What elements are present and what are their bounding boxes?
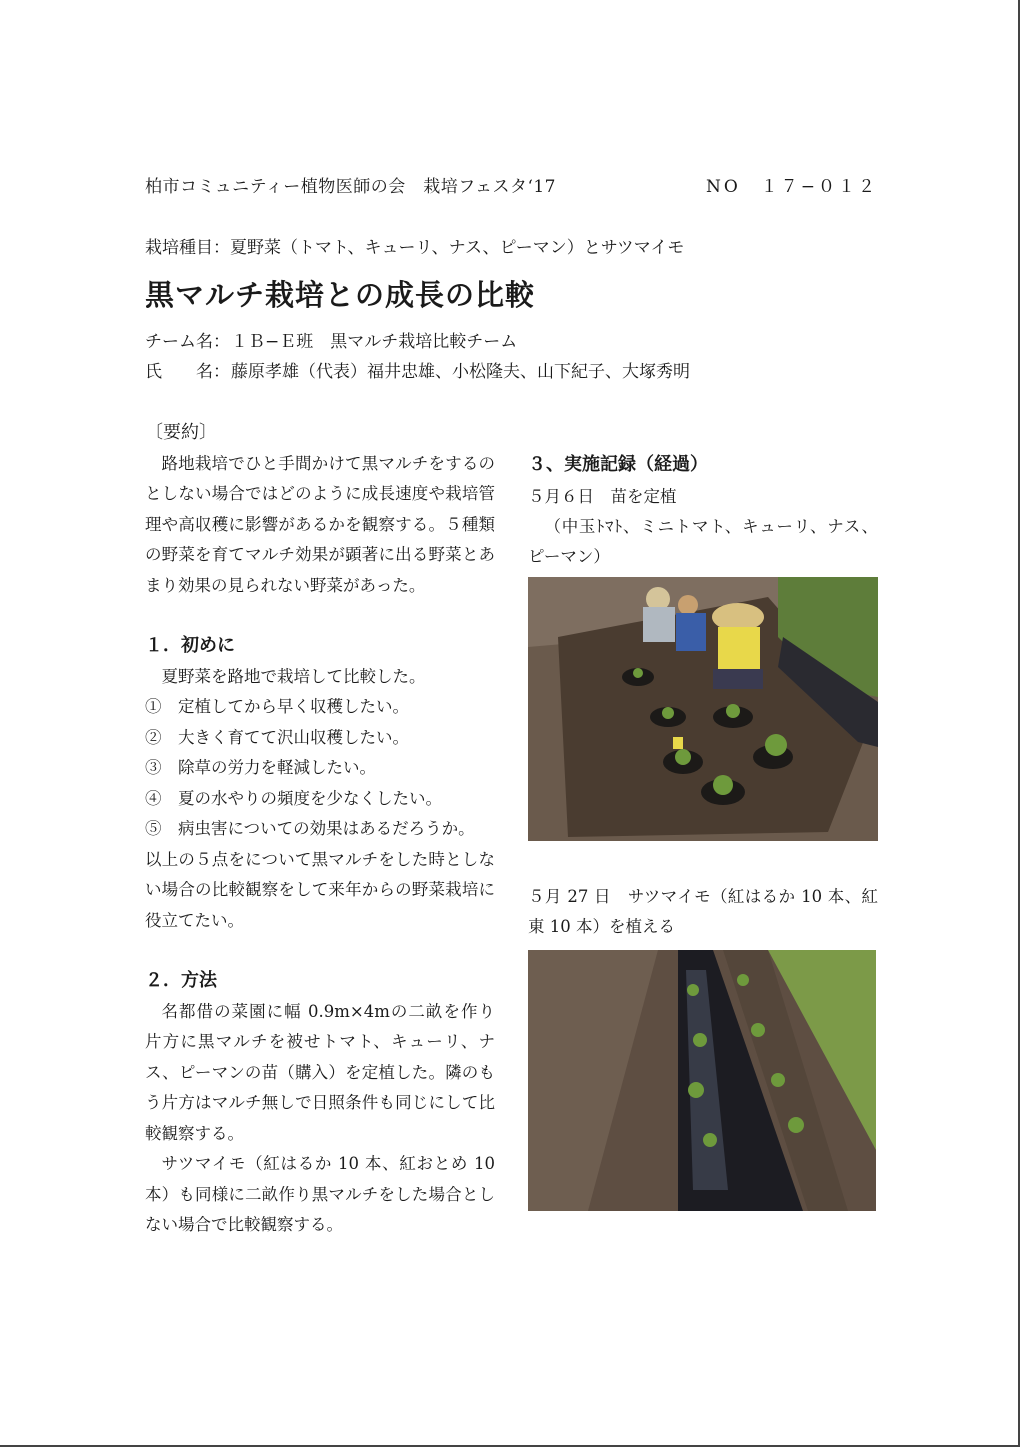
section3-heading: ３、実施記録（経過）	[528, 454, 708, 475]
photo-sweet-potato-planting-image	[528, 950, 876, 1211]
photo-planting-seedlings-image	[528, 577, 878, 841]
entry1-date: ５月６日 苗を定植	[528, 487, 677, 506]
section3-heading-wrap	[528, 450, 878, 480]
section2-para1: 名都借の菜園に幅 0.9m×4mの二畝を作り片方に黒マルチを被せトマト、キューリ、ナス、ピーマンの苗（購入）を定植した。隣のもう片方はマルチ無しで日照条件も同じにして比較観察する。	[145, 1001, 495, 1143]
list-item: ③ 除草の労力を軽減したい。	[145, 758, 376, 777]
team-value: １Ｂ−Ｅ班 黒マルチ栽培比較チーム	[231, 332, 518, 352]
list-item: ⑤ 病虫害についての効果はあるだろうか。	[145, 819, 475, 838]
entry2-text: ５月 27 日 サツマイモ（紅はるか 10 本、紅東 10 本）を植える	[528, 887, 878, 936]
list-item: ④ 夏の水やりの頻度を少なくしたい。	[145, 788, 442, 808]
photo-planting-seedlings	[528, 577, 878, 841]
list-item: ① 定植してから早く収穫したい。	[145, 697, 409, 716]
page-title: 黒マルチ栽培との成長の比較	[145, 278, 536, 312]
team-line	[145, 327, 517, 352]
list-item: ② 大きく育てて沢山収穫したい。	[145, 727, 409, 747]
names-line	[145, 357, 690, 382]
left-column	[145, 418, 495, 1241]
header-org: 柏市コミュニティー植物医師の会 栽培フェスタ‘17	[145, 177, 556, 197]
section2-para2: サツマイモ（紅はるか 10 本、紅おとめ 10 本）も同様に二畝作り黒マルチをした場合としない場合で比較観察する。	[145, 1154, 495, 1234]
team-label: チーム名：	[145, 332, 230, 352]
entry1	[528, 482, 878, 572]
names-label: 氏 名：	[145, 362, 230, 382]
entry2	[528, 882, 878, 942]
spacer	[145, 936, 495, 966]
entry1-detail: （中玉ﾄﾏﾄ、ミニトマト、キューリ、ナス、ピーマン）	[528, 517, 878, 566]
summary-heading: 〔要約〕	[145, 422, 217, 443]
summary-text: 路地栽培でひと手間かけて黒マルチをするのとしない場合ではどのように成長速度や栽培管理や高収穫に影響があるかを観察する。５種類の野菜を育てマルチ効果が顕著に出る野菜とあまり効果の見られない野菜があった。	[145, 453, 495, 595]
spacer	[145, 601, 495, 631]
crop-line: 栽培種目：夏野菜（トマト、キューリ、ナス、ピーマン）とサツマイモ	[145, 238, 685, 258]
header-number: NO １７−０１２	[706, 177, 879, 197]
photo-sweet-potato-planting	[528, 950, 876, 1211]
section2-heading: ２．方法	[145, 970, 217, 991]
section1-closing: 以上の５点をについて黒マルチをした時としない場合の比較観察をして来年からの野菜栽培に役立てたい。	[145, 849, 495, 930]
names-value: 藤原孝雄（代表）福井忠雄、小松隆夫、山下紀子、大塚秀明	[231, 362, 690, 382]
section1-heading: １．初めに	[145, 635, 235, 656]
section1-intro: 夏野菜を路地で栽培して比較した。	[161, 666, 426, 686]
